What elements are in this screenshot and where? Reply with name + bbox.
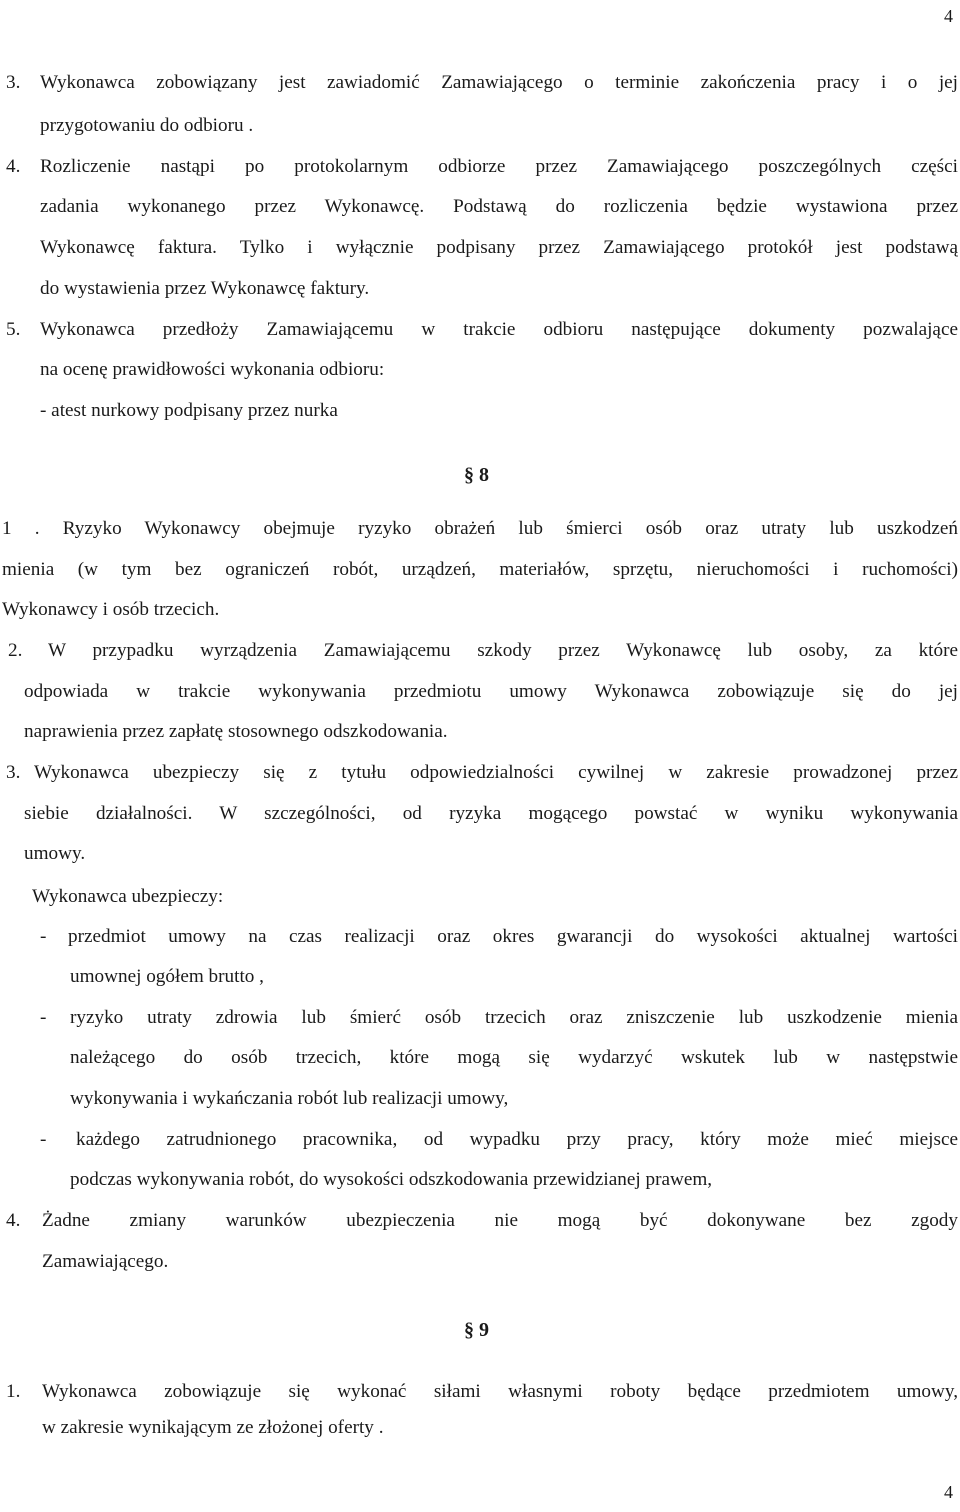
paragraph-number: 2. (8, 640, 23, 661)
paragraph-line: Wykonawca ubezpieczy się z tytułu odpowiedzialności cywilnej w zakresie prowadzonej przez (34, 762, 958, 783)
paragraph-line: - atest nurkowy podpisany przez nurka (40, 400, 338, 421)
paragraph-line: odpowiada w trakcie wykonywania przedmiotu umowy Wykonawca zobowiązuje się do jej (24, 681, 958, 702)
page-number-top: 4 (944, 6, 953, 26)
paragraph-line: Żadne zmiany warunków ubezpieczenia nie mogą być dokonywane bez zgody (42, 1210, 958, 1231)
paragraph-line: przygotowaniu do odbioru . (40, 115, 254, 136)
paragraph-line: Zamawiającego. (42, 1251, 169, 1272)
section-heading-8: § 8 (464, 464, 489, 486)
list-line: umownej ogółem brutto , (70, 966, 264, 987)
page-number-bottom: 4 (944, 1482, 953, 1502)
paragraph-line: Wykonawca ubezpieczy: (32, 886, 224, 907)
paragraph-line: Wykonawca zobowiązany jest zawiadomić Zamawiającego o terminie zakończenia pracy i o jej (40, 72, 958, 93)
paragraph-number: 1. (6, 1381, 21, 1402)
list-dash: - (40, 1007, 47, 1028)
paragraph-line: do wystawienia przez Wykonawcę faktury. (40, 278, 370, 299)
list-line: ryzyko utraty zdrowia lub śmierć osób trzecich oraz zniszczenie lub uszkodzenie mienia (70, 1007, 958, 1028)
paragraph-line: naprawienia przez zapłatę stosownego odszkodowania. (24, 721, 448, 742)
list-line: należącego do osób trzecich, które mogą się wydarzyć wskutek lub w następstwie (70, 1047, 958, 1068)
paragraph-line: mienia (w tym bez ograniczeń robót, urządzeń, materiałów, sprzętu, nieruchomości i ruchomości) (2, 559, 958, 580)
paragraph-line: Rozliczenie nastąpi po protokolarnym odbiorze przez Zamawiającego poszczególnych części (40, 156, 958, 177)
paragraph-number: 5. (6, 319, 21, 340)
paragraph-line: siebie działalności. W szczególności, od ryzyka mogącego powstać w wyniku wykonywania (24, 803, 958, 824)
paragraph-line: umowy. (24, 843, 86, 864)
paragraph-line: na ocenę prawidłowości wykonania odbioru: (40, 359, 385, 380)
paragraph-line: Wykonawcę faktura. Tylko i wyłącznie podpisany przez Zamawiającego protokół jest podstawą (40, 237, 958, 258)
section-heading-9: § 9 (464, 1319, 489, 1341)
paragraph-line: W przypadku wyrządzenia Zamawiającemu szkody przez Wykonawcę lub osoby, za które (48, 640, 958, 661)
paragraph-number: 4. (6, 1210, 21, 1231)
paragraph-line: zadania wykonanego przez Wykonawcę. Podstawą do rozliczenia będzie wystawiona przez (40, 196, 958, 217)
paragraph-line: 1 . Ryzyko Wykonawcy obejmuje ryzyko obrażeń lub śmierci osób oraz utraty lub uszkodzeń (2, 518, 958, 539)
paragraph-number: 3. (6, 72, 21, 93)
paragraph-number: 3. (6, 762, 21, 783)
paragraph-line: Wykonawca przedłoży Zamawiającemu w trakcie odbioru następujące dokumenty pozwalające (40, 319, 958, 340)
list-line: każdego zatrudnionego pracownika, od wypadku przy pracy, który może mieć miejsce (76, 1129, 958, 1150)
list-line: wykonywania i wykańczania robót lub realizacji umowy, (70, 1088, 509, 1109)
paragraph-line: Wykonawca zobowiązuje się wykonać siłami własnymi roboty będące przedmiotem umowy, (42, 1381, 958, 1402)
list-dash: - (40, 1129, 47, 1150)
list-line: przedmiot umowy na czas realizacji oraz okres gwarancji do wysokości aktualnej wartości (68, 926, 958, 947)
list-line: podczas wykonywania robót, do wysokości odszkodowania przewidzianej prawem, (70, 1169, 713, 1190)
paragraph-line: Wykonawcy i osób trzecich. (2, 599, 220, 620)
paragraph-line: w zakresie wynikającym ze złożonej oferty . (42, 1417, 384, 1438)
paragraph-number: 4. (6, 156, 21, 177)
list-dash: - (40, 926, 47, 947)
